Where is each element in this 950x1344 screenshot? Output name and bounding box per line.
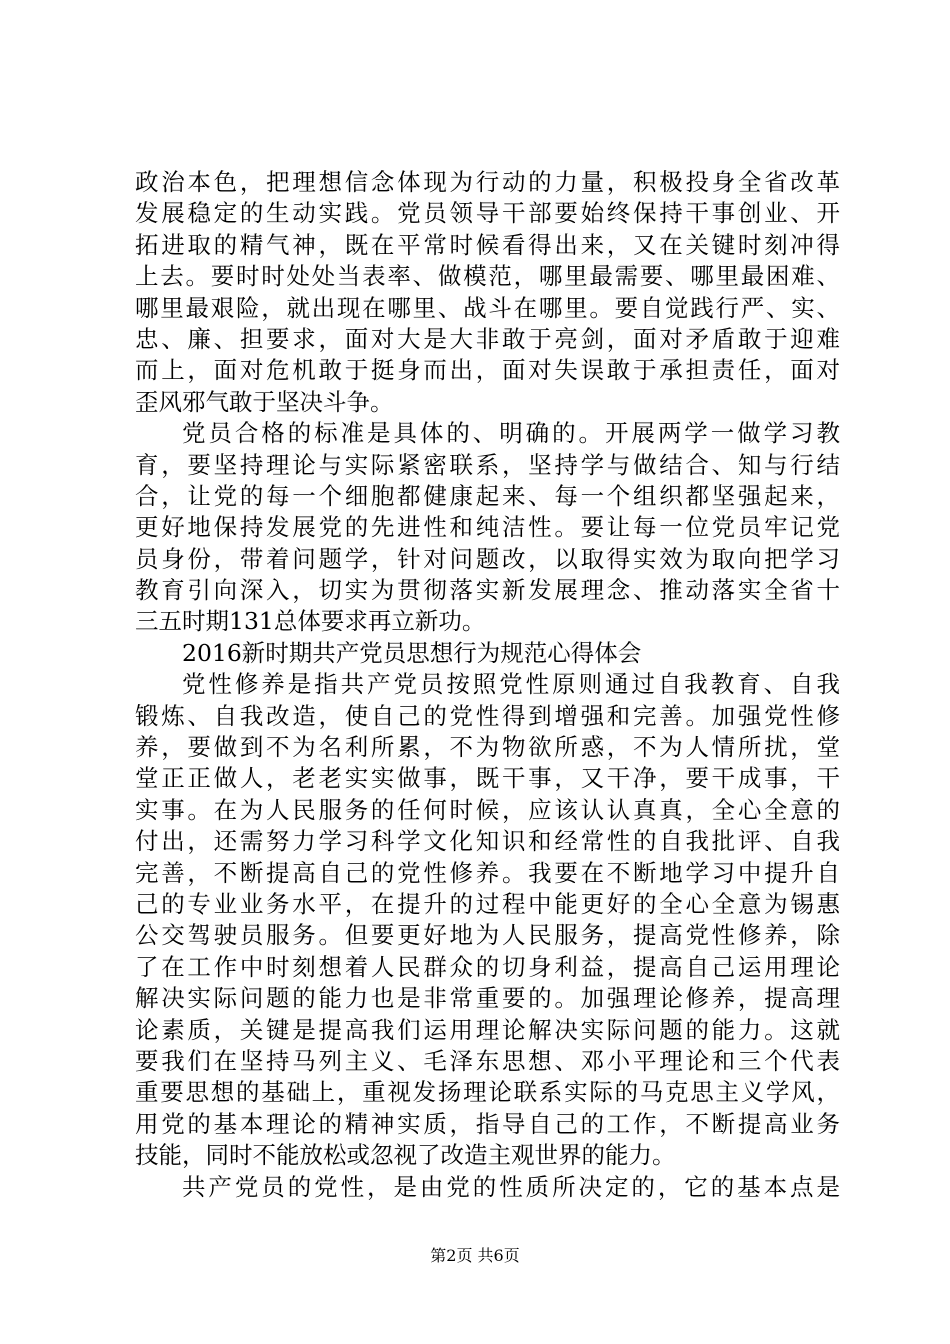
page-footer: 第2页 共6页 [430,1246,520,1265]
text-line: 拓进取的精气神，既在平常时候看得出来，又在关键时刻冲得 [135,230,840,259]
text-line: 教育引向深入，切实为贯彻落实新发展理念、推动落实全省十 [135,576,840,605]
text-line: 要我们在坚持马列主义、毛泽东思想、邓小平理论和三个代表 [135,1046,840,1075]
text-line: 堂正正做人，老老实实做事，既干事，又干净，要干成事，干 [135,764,840,793]
text-line: 用党的基本理论的精神实质，指导自己的工作，不断提高业务 [135,1109,840,1138]
text-line: 付出，还需努力学习科学文化知识和经常性的自我批评、自我 [135,827,840,856]
text-line: 己的专业业务水平，在提升的过程中能更好的全心全意为锡惠 [135,889,840,918]
text-line: 更好地保持发展党的先进性和纯洁性。要让每一位党员牢记党 [135,513,840,542]
text-line: 发展稳定的生动实践。党员领导干部要始终保持干事创业、开 [135,199,840,228]
text-line: 了在工作中时刻想着人民群众的切身利益，提高自己运用理论 [135,952,840,981]
text-line: 论素质，关键是提高我们运用理论解决实际问题的能力。这就 [135,1015,840,1044]
text-line: 解决实际问题的能力也是非常重要的。加强理论修养，提高理 [135,984,840,1013]
text-line: 而上，面对危机敢于挺身而出，面对失误敢于承担责任，面对 [135,356,840,385]
text-line: 2016新时期共产党员思想行为规范心得体会 [182,638,642,667]
text-line: 重要思想的基础上，重视发扬理论联系实际的马克思主义学风， [135,1078,840,1107]
text-line: 三五时期131总体要求再立新功。 [135,607,486,636]
text-line: 合，让党的每一个细胞都健康起来、每一个组织都坚强起来， [135,481,840,510]
text-line: 公交驾驶员服务。但要更好地为人民服务，提高党性修养，除 [135,921,840,950]
text-line: 技能，同时不能放松或忽视了改造主观世界的能力。 [135,1141,676,1170]
text-line: 育，要坚持理论与实际紧密联系，坚持学与做结合、知与行结 [135,450,840,479]
document-body [135,167,840,1203]
text-line: 共产党员的党性，是由党的性质所决定的，它的基本点是 [182,1172,840,1201]
text-line: 锻炼、自我改造，使自己的党性得到增强和完善。加强党性修 [135,701,840,730]
text-line: 养，要做到不为名利所累，不为物欲所惑，不为人情所扰，堂 [135,733,840,762]
text-line: 实事。在为人民服务的任何时候，应该认认真真，全心全意的 [135,795,840,824]
text-line: 完善，不断提高自己的党性修养。我要在不断地学习中提升自 [135,858,840,887]
text-line: 忠、廉、担要求，面对大是大非敢于亮剑，面对矛盾敢于迎难 [135,324,840,353]
text-line: 歪风邪气敢于坚决斗争。 [135,387,394,416]
text-line: 党员合格的标准是具体的、明确的。开展两学一做学习教 [182,419,840,448]
text-line: 党性修养是指共产党员按照党性原则通过自我教育、自我 [182,670,840,699]
text-line: 哪里最艰险，就出现在哪里、战斗在哪里。要自觉践行严、实、 [135,293,840,322]
text-line: 政治本色，把理想信念体现为行动的力量，积极投身全省改革 [135,168,840,196]
text-line: 员身份，带着问题学，针对问题改，以取得实效为取向把学习 [135,544,840,573]
text-line: 上去。要时时处处当表率、做模范，哪里最需要、哪里最困难、 [135,262,840,291]
